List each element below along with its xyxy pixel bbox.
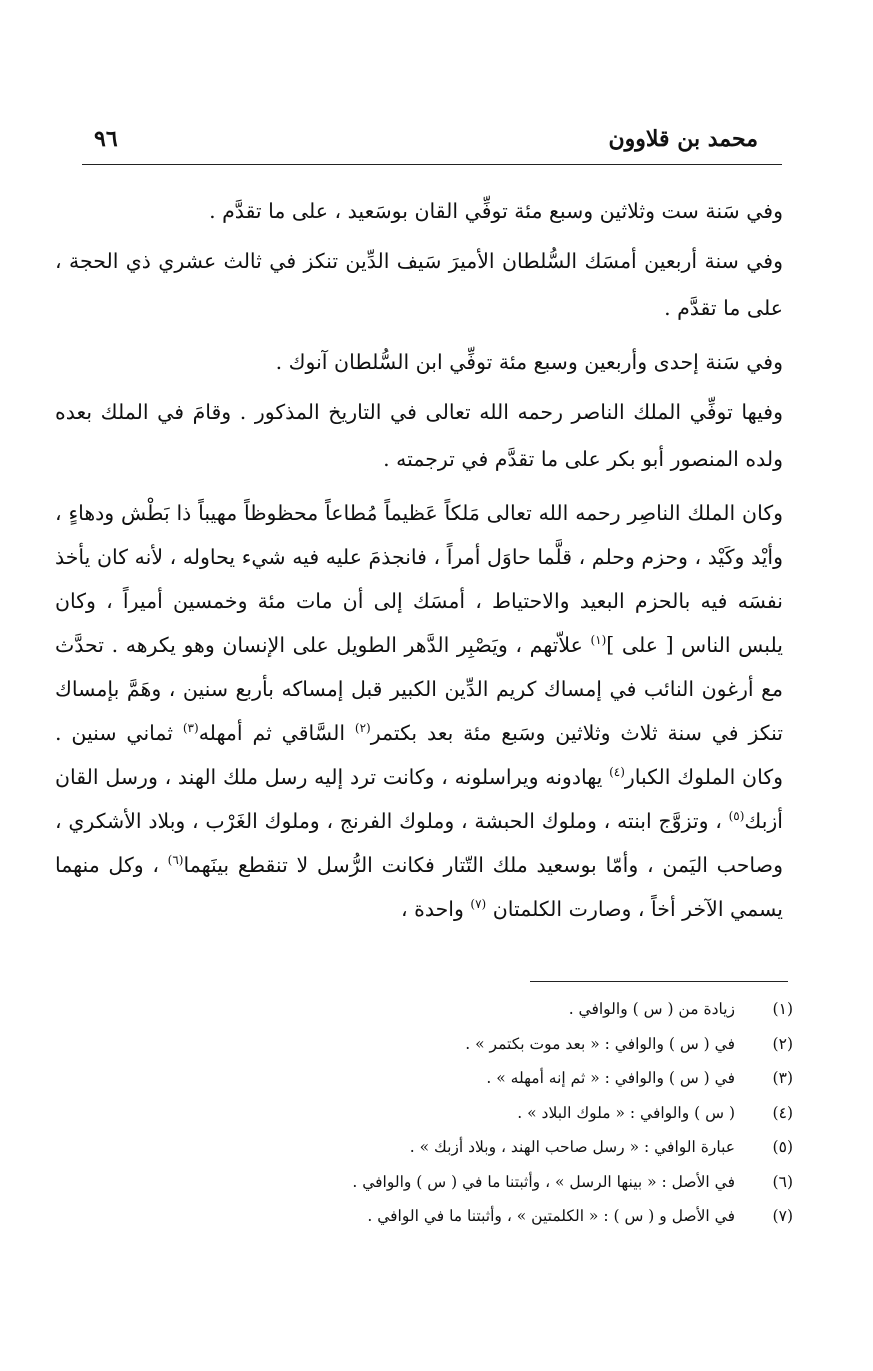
header-rule <box>82 164 782 165</box>
footnote-number: (٣) <box>772 1069 793 1087</box>
running-title: محمد بن قلاوون <box>608 126 758 152</box>
main-text <box>55 186 783 931</box>
footnote-text: ( س ) والوافي : « ملوك البلاد » . <box>517 1103 735 1122</box>
footnote-ref-1: (١) <box>590 633 607 648</box>
paragraph-5-text: ، وتزوَّج ابنته ، وملوك الحبشة ، وملوك الفرنج ، وملوك الغَرْب ، وبلاد الأشكري ، وصاحب اليَمن ، وأمّا بوسعيد ملك التّتار فكانت الرُّسل لا تنقطع بينَهما <box>55 809 783 877</box>
footnote-number: (٢) <box>772 1034 793 1053</box>
footnote-ref-3: (٣) <box>182 721 199 736</box>
footnote-text: في ( س ) والوافي : « بعد موت بكتمر » . <box>465 1034 735 1053</box>
paragraph-5-text: ، وكل منهما يسمي الآخر أخاً ، وصارت الكلمتان <box>55 853 783 921</box>
footnote-text: في الأصل : « بينها الرسل » ، وأثبتنا ما في ( س ) والوافي . <box>352 1172 735 1191</box>
footnote-ref-5: (٥) <box>728 809 745 824</box>
paragraph-2: وفي سنة أربعين أمسَك السُّلطان الأميرَ سَيف الدِّين تنكز في ثالث عشري ذي الحجة ، على ما تقدَّم . <box>55 249 783 320</box>
footnote <box>300 1061 793 1096</box>
footnote-number: (٥) <box>772 1138 793 1156</box>
paragraph-5-text: السَّاقي ثم أمهله <box>198 721 355 745</box>
footnote-text: في ( س ) والوافي : « ثم إنه أمهله » . <box>486 1069 735 1087</box>
footnote <box>300 1096 793 1131</box>
footnote-separator <box>530 981 788 982</box>
footnote-ref-7: (٧) <box>470 897 487 912</box>
footnote-ref-2: (٢) <box>354 721 371 736</box>
footnote-number: (١) <box>772 1000 793 1018</box>
paragraph-4: وفيها توفِّي الملك الناصر رحمه الله تعالى في التاريخ المذكور . وقامَ في الملك بعده ولده المنصور أبو بكر على ما تقدَّم في ترجمته . <box>55 400 783 471</box>
footnote-number: (٦) <box>772 1172 793 1191</box>
footnote <box>300 1130 793 1165</box>
page-header <box>82 126 782 160</box>
footnote-text: زيادة من ( س ) والوافي . <box>568 1000 735 1018</box>
paragraph-3: وفي سَنة إحدى وأربعين وسبع مئة توفِّي ابن السُّلطان آنوك . <box>275 350 783 374</box>
footnotes <box>300 992 793 1234</box>
footnote-ref-6: (٦) <box>167 853 184 868</box>
footnote <box>300 1199 793 1234</box>
footnote <box>300 1165 793 1200</box>
paragraph-5 <box>55 491 783 931</box>
footnote-text: في الأصل و ( س ) : « الكلمتين » ، وأثبتنا ما في الوافي . <box>367 1207 735 1225</box>
footnote <box>300 992 793 1027</box>
paragraph-5-text: وكان الملك الناصِر رحمه الله تعالى مَلكاً عَظيماً مُطاعاً محظوظاً مهيباً ذا بَطْش ودهاءٍ ، وأيْد وكَيْد ، وحزم وحلم ، قلَّما حاوَل أمراً ، فانجذمَ عليه فيه شيء يحاوله ، لأنه كان يأخذ نفسَه فيه بالحزم البعيد والاحتياط ، أمسَك إلى أن مات مئة وخمسين أميراً ، وكان يلبس الناس [ على ] <box>55 501 783 657</box>
paragraph-5-text: علاّتهم ، ويَصْبِر الدَّهر الطويل على الإنسان وهو يكرهه . تحدَّث مع أرغون النائب في إمساك كريم الدِّين الكبير قبل إمساكه بأربع سنين ، وهَمَّ بإمساك تنكز في سنة ثلاث وثلاثين وسَبع مئة بعد بكتمر <box>55 633 783 745</box>
paragraph-5-text: يهادونه ويراسلونه ، وكانت ترد إليه رسل ملك الهند ، ورسل القان أزبك <box>55 765 783 833</box>
footnote-ref-4: (٤) <box>609 765 625 780</box>
footnote-text: عبارة الوافي : « رسل صاحب الهند ، وبلاد أزبك » . <box>409 1138 735 1156</box>
page-number: ٩٦ <box>94 126 118 152</box>
footnote <box>300 1027 793 1062</box>
footnote-number: (٤) <box>772 1103 793 1122</box>
paragraph-5-text: ثماني سنين . وكان الملوك الكبار <box>55 721 783 789</box>
footnote-number: (٧) <box>772 1207 793 1225</box>
paragraph-1: وفي سَنة ست وثلاثين وسبع مئة توفِّي القان بوسَعيد ، على ما تقدَّم . <box>209 199 783 223</box>
paragraph-5-text: واحدة ، <box>400 897 471 921</box>
